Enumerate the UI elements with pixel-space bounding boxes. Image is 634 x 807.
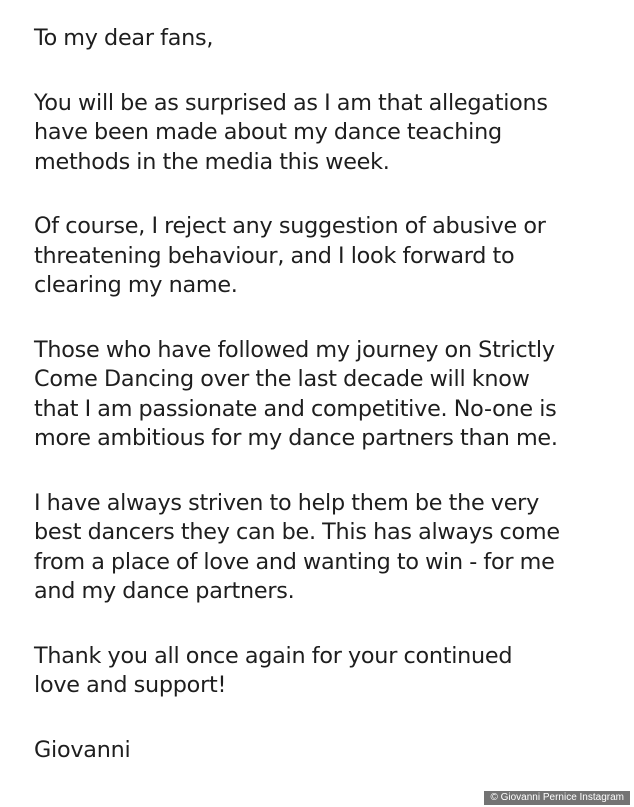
paragraph-thanks [34, 642, 630, 701]
paragraph-line: You will be as surprised as I am that allegations [34, 89, 548, 116]
paragraph-striving [34, 489, 630, 607]
paragraph-line: best dancers they can be. This has always come [34, 519, 560, 545]
paragraph-line: have been made about my dance teaching [34, 119, 502, 145]
paragraph-line: love and support! [34, 672, 227, 698]
paragraph-line: clearing my name. [34, 272, 238, 298]
paragraph-line: Thank you all once again for your continued [34, 642, 513, 669]
paragraph-line: that I am passionate and competitive. No-one is [34, 395, 557, 422]
paragraph-line: Of course, I reject any suggestion of abusive or [34, 213, 546, 239]
photo-credit: © Giovanni Pernice Instagram [484, 791, 630, 805]
paragraph-line: methods in the media this week. [34, 148, 390, 175]
paragraph-line: from a place of love and wanting to win - for me [34, 548, 555, 575]
paragraph-line: and my dance partners. [34, 578, 295, 604]
paragraph-rejection [34, 212, 630, 301]
paragraph-line: more ambitious for my dance partners than me. [34, 425, 558, 451]
paragraph-line: Come Dancing over the last decade will know [34, 366, 530, 392]
paragraph-journey [34, 336, 630, 454]
letter-signature: Giovanni [34, 736, 131, 763]
letter-greeting: To my dear fans, [34, 25, 214, 51]
paragraph-surprise [34, 89, 630, 178]
paragraph-line: I have always striven to help them be the very [34, 489, 540, 516]
paragraph-line: Those who have followed my journey on Strictly [34, 336, 555, 363]
statement-letter [34, 24, 630, 765]
paragraph-line: threatening behaviour, and I look forward to [34, 242, 515, 269]
